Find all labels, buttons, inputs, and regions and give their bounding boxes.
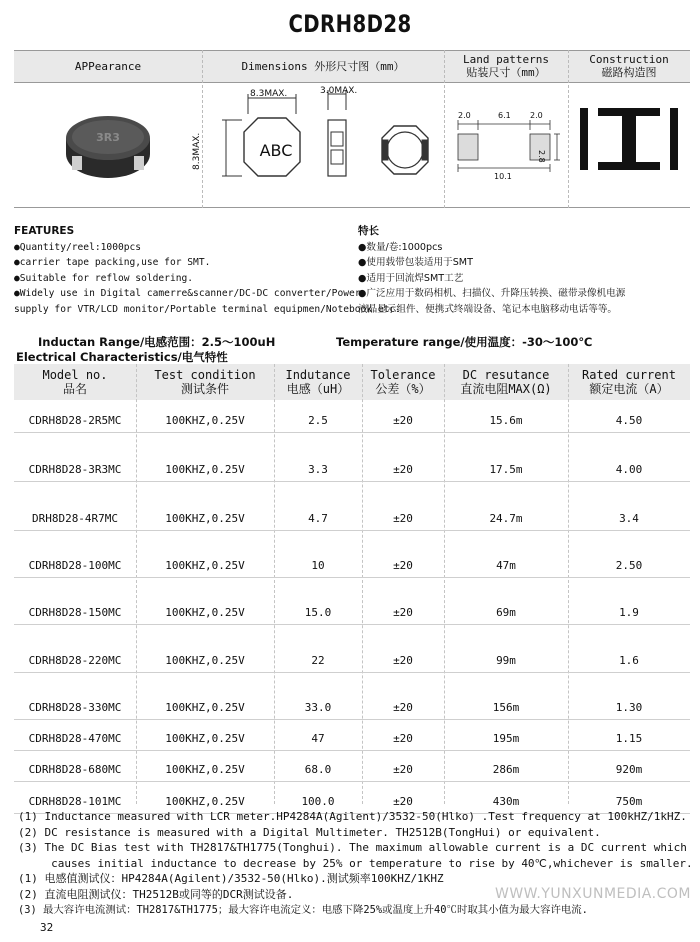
header-cn: 公差（%） xyxy=(375,382,431,396)
width-dimension: 8.3MAX. xyxy=(250,89,288,99)
note-line: (1) 电感值测试仪：HP4284A(Agilent)/3532-50(Hlko).测试频率100KHZ/1KHZ xyxy=(18,872,444,886)
table-cell: 100KHZ,0.25V xyxy=(165,763,245,776)
table-cell: 33.0 xyxy=(304,701,332,714)
table-row xyxy=(14,555,690,577)
construction-header xyxy=(568,50,690,82)
table-cell: 3.3 xyxy=(308,463,328,476)
table-cell: 68.0 xyxy=(304,763,332,776)
table-cell: ±20 xyxy=(393,795,413,808)
table-cell: ±20 xyxy=(393,414,413,427)
feature-item-cn: ●广泛应用于数码相机、扫描仪、升降压转换、磁带录像机电源 xyxy=(358,288,626,299)
note-line: (1) Inductance measured with LCR meter.HP4284A(Agilent)/3532-50(Hlko) .Test frequency at 100kHZ/1kHZ. xyxy=(18,810,687,823)
table-cell: ±20 xyxy=(393,512,413,525)
watermark: WWW.YUNXUNMEDIA.COM xyxy=(495,886,691,902)
table-row xyxy=(14,602,690,624)
table-cell: CDRH8D28-680MC xyxy=(28,763,122,776)
table-cell: 2.5 xyxy=(308,414,328,427)
land-dim-c: 2.0 xyxy=(530,111,543,120)
part-marking: ABC xyxy=(259,141,293,160)
land-pattern-drawing xyxy=(450,120,562,176)
table-header-cell xyxy=(362,364,444,400)
features-en xyxy=(14,224,401,317)
table-row xyxy=(14,759,690,781)
row-divider xyxy=(14,719,690,720)
header-cn: 测试条件 xyxy=(180,382,229,396)
header-en: DC resutance xyxy=(462,368,550,382)
table-cell: 3.4 xyxy=(619,512,639,525)
header-cn: 电感（uH） xyxy=(286,382,350,396)
table-cell: 100KHZ,0.25V xyxy=(165,512,245,525)
note-line: (3) The DC Bias test with TH2817&TH1775(Tonghui). The maximum allowable current is a DC current which xyxy=(18,841,687,855)
table-row xyxy=(14,410,690,432)
land-dim-height: 2.8 xyxy=(537,150,546,163)
note-line: (2) DC resistance is measured with a Digital Multimeter. TH2512B(TongHui) or equivalent. xyxy=(18,825,601,839)
table-header-cell xyxy=(568,364,690,400)
row-divider xyxy=(14,577,690,578)
table-cell: 430m xyxy=(492,795,520,808)
feature-item: ●carrier tape packing,use for SMT. xyxy=(14,257,211,268)
table-cell: 47m xyxy=(496,559,516,572)
row-divider xyxy=(14,781,690,782)
table-cell: 4.00 xyxy=(615,463,643,476)
table-cell: 100KHZ,0.25V xyxy=(165,463,245,476)
table-cell: 1.9 xyxy=(619,606,639,619)
table-cell: 100.0 xyxy=(301,795,335,808)
features-heading: FEATURES xyxy=(14,225,75,237)
features-cn xyxy=(358,224,625,317)
svg-text:3R3: 3R3 xyxy=(96,131,120,144)
land-patterns-label-cn: 贴装尺寸（mm） xyxy=(466,66,546,79)
land-dim-total: 10.1 xyxy=(494,172,512,181)
table-row xyxy=(14,459,690,481)
table-cell: 100KHZ,0.25V xyxy=(165,606,245,619)
feature-item-cn: ●使用载带包装适用于SMT xyxy=(358,257,473,268)
appearance-label: APPearance xyxy=(74,59,142,73)
table-cell: CDRH8D28-3R3MC xyxy=(28,463,122,476)
dimensions-header xyxy=(202,50,444,82)
table-cell: CDRH8D28-150MC xyxy=(28,606,122,619)
table-cell: 100KHZ,0.25V xyxy=(165,559,245,572)
table-cell: 100KHZ,0.25V xyxy=(165,795,245,808)
table-cell: 195m xyxy=(492,732,520,745)
table-cell: CDRH8D28-2R5MC xyxy=(28,414,122,427)
table-cell: 47 xyxy=(311,732,325,745)
note-line: (3) 最大容许电流测试：TH2817&TH1775；最大容许电流定义：电感下降25%或温度上升40℃时取其小值为最大容许电流. xyxy=(18,903,588,916)
feature-item-cn: ●适用于回流焊SMT工艺 xyxy=(358,272,464,284)
divider xyxy=(14,82,690,83)
table-cell: ±20 xyxy=(393,763,413,776)
table-cell: ±20 xyxy=(393,559,413,572)
table-cell: 100KHZ,0.25V xyxy=(165,414,245,427)
page-number: 32 xyxy=(40,921,54,934)
table-row xyxy=(14,650,690,672)
temperature-range: Temperature range/使用温度：-30～100℃ xyxy=(336,335,593,349)
appearance-header xyxy=(14,50,202,82)
table-cell: 100KHZ,0.25V xyxy=(165,654,245,667)
table-cell: ±20 xyxy=(393,732,413,745)
header-en: Indutance xyxy=(285,368,351,382)
note-line: (2) 直流电阻测试仪：TH2512B或同等的DCR测试设备. xyxy=(18,887,294,901)
table-cell: 1.6 xyxy=(619,654,639,667)
table-cell: 1.15 xyxy=(615,732,643,745)
table-cell: 2.50 xyxy=(615,559,643,572)
table-cell: CDRH8D28-330MC xyxy=(28,701,122,714)
table-cell: ±20 xyxy=(393,701,413,714)
divider xyxy=(14,207,690,208)
construction-label: Construction xyxy=(589,53,669,66)
row-divider xyxy=(14,624,690,625)
features-heading-cn: 特长 xyxy=(358,225,379,237)
table-header-cell xyxy=(274,364,362,400)
inductor-photo xyxy=(58,110,158,182)
table-cell: 15.6m xyxy=(489,414,523,427)
table-cell: ±20 xyxy=(393,463,413,476)
table-cell: 4.50 xyxy=(615,414,643,427)
table-cell: 156m xyxy=(492,701,520,714)
table-cell: 10 xyxy=(311,559,325,572)
dimensions-label: Dimensions 外形尺寸图（mm） xyxy=(241,59,405,73)
table-cell: CDRH8D28-220MC xyxy=(28,654,122,667)
header-en: Model no. xyxy=(42,368,108,382)
table-cell: 4.7 xyxy=(308,512,328,525)
feature-item: supply for VTR/LCD monitor/Portable terminal equipmen/Notebook etc. xyxy=(14,303,401,315)
table-cell: 100KHZ,0.25V xyxy=(165,701,245,714)
feature-item: ●Quantity/reel:1000pcs xyxy=(14,241,142,253)
appearance-table xyxy=(14,50,690,208)
header-cn: 品名 xyxy=(62,382,87,396)
table-cell: CDRH8D28-470MC xyxy=(28,732,122,745)
feature-item-cn: ●数量/卷:1000pcs xyxy=(358,241,443,253)
side-dimension: 8.3MAX. xyxy=(192,132,202,170)
table-cell: 286m xyxy=(492,763,520,776)
row-divider xyxy=(14,432,690,433)
header-en: Rated current xyxy=(582,368,676,382)
row-divider xyxy=(14,750,690,751)
land-patterns-header xyxy=(444,50,568,82)
height-dimension: 3.0MAX. xyxy=(320,86,358,96)
table-cell: 750m xyxy=(615,795,643,808)
dimension-drawing xyxy=(210,84,442,206)
land-dim-b: 6.1 xyxy=(498,111,511,120)
page-title: CDRH8D28 xyxy=(288,10,412,38)
table-cell: 99m xyxy=(496,654,516,667)
header-cn: 额定电流（A） xyxy=(589,382,669,396)
table-cell: 100KHZ,0.25V xyxy=(165,732,245,745)
table-cell: 22 xyxy=(311,654,325,667)
row-divider xyxy=(14,672,690,673)
header-cn: 直流电阻MAX(Ω) xyxy=(460,382,552,396)
note-line: causes initial inductance to decrease by 25% or temperature to rise by 40℃,whichever is smaller. xyxy=(18,856,693,870)
section-heading: Electrical Characteristics/电气特性 xyxy=(16,350,228,364)
table-cell: 17.5m xyxy=(489,463,523,476)
table-header-cell xyxy=(14,364,136,400)
table-cell: ±20 xyxy=(393,654,413,667)
table-cell: 24.7m xyxy=(489,512,523,525)
row-divider xyxy=(14,481,690,482)
construction-label-cn: 磁路构造图 xyxy=(601,66,657,79)
feature-item: ●Suitable for reflow soldering. xyxy=(14,272,194,284)
table-row xyxy=(14,728,690,750)
table-cell: 69m xyxy=(496,606,516,619)
table-cell: CDRH8D28-101MC xyxy=(28,795,122,808)
table-header-cell xyxy=(444,364,568,400)
table-cell: 1.30 xyxy=(615,701,643,714)
feature-item: ●Widely use in Digital camerre&scanner/DC-DC converter/Power xyxy=(14,288,361,299)
table-cell: CDRH8D28-100MC xyxy=(28,559,122,572)
feature-item-cn: 液晶显示组件、便携式终端设备、笔记本电脑移动电话等等。 xyxy=(358,303,618,315)
construction-drawing xyxy=(580,106,678,172)
table-cell: ±20 xyxy=(393,606,413,619)
inductance-range: Inductan Range/电感范围：2.5～100uH xyxy=(38,335,276,349)
table-header-cell xyxy=(136,364,274,400)
header-en: Tolerance xyxy=(370,368,436,382)
land-dim-a: 2.0 xyxy=(458,111,471,120)
table-cell: 15.0 xyxy=(304,606,332,619)
row-divider xyxy=(14,530,690,531)
header-en: Test condition xyxy=(154,368,256,382)
land-patterns-label: Land patterns xyxy=(462,53,550,66)
table-row xyxy=(14,508,690,530)
table-row xyxy=(14,697,690,719)
table-cell: 920m xyxy=(615,763,643,776)
table-cell: DRH8D28-4R7MC xyxy=(31,512,119,525)
